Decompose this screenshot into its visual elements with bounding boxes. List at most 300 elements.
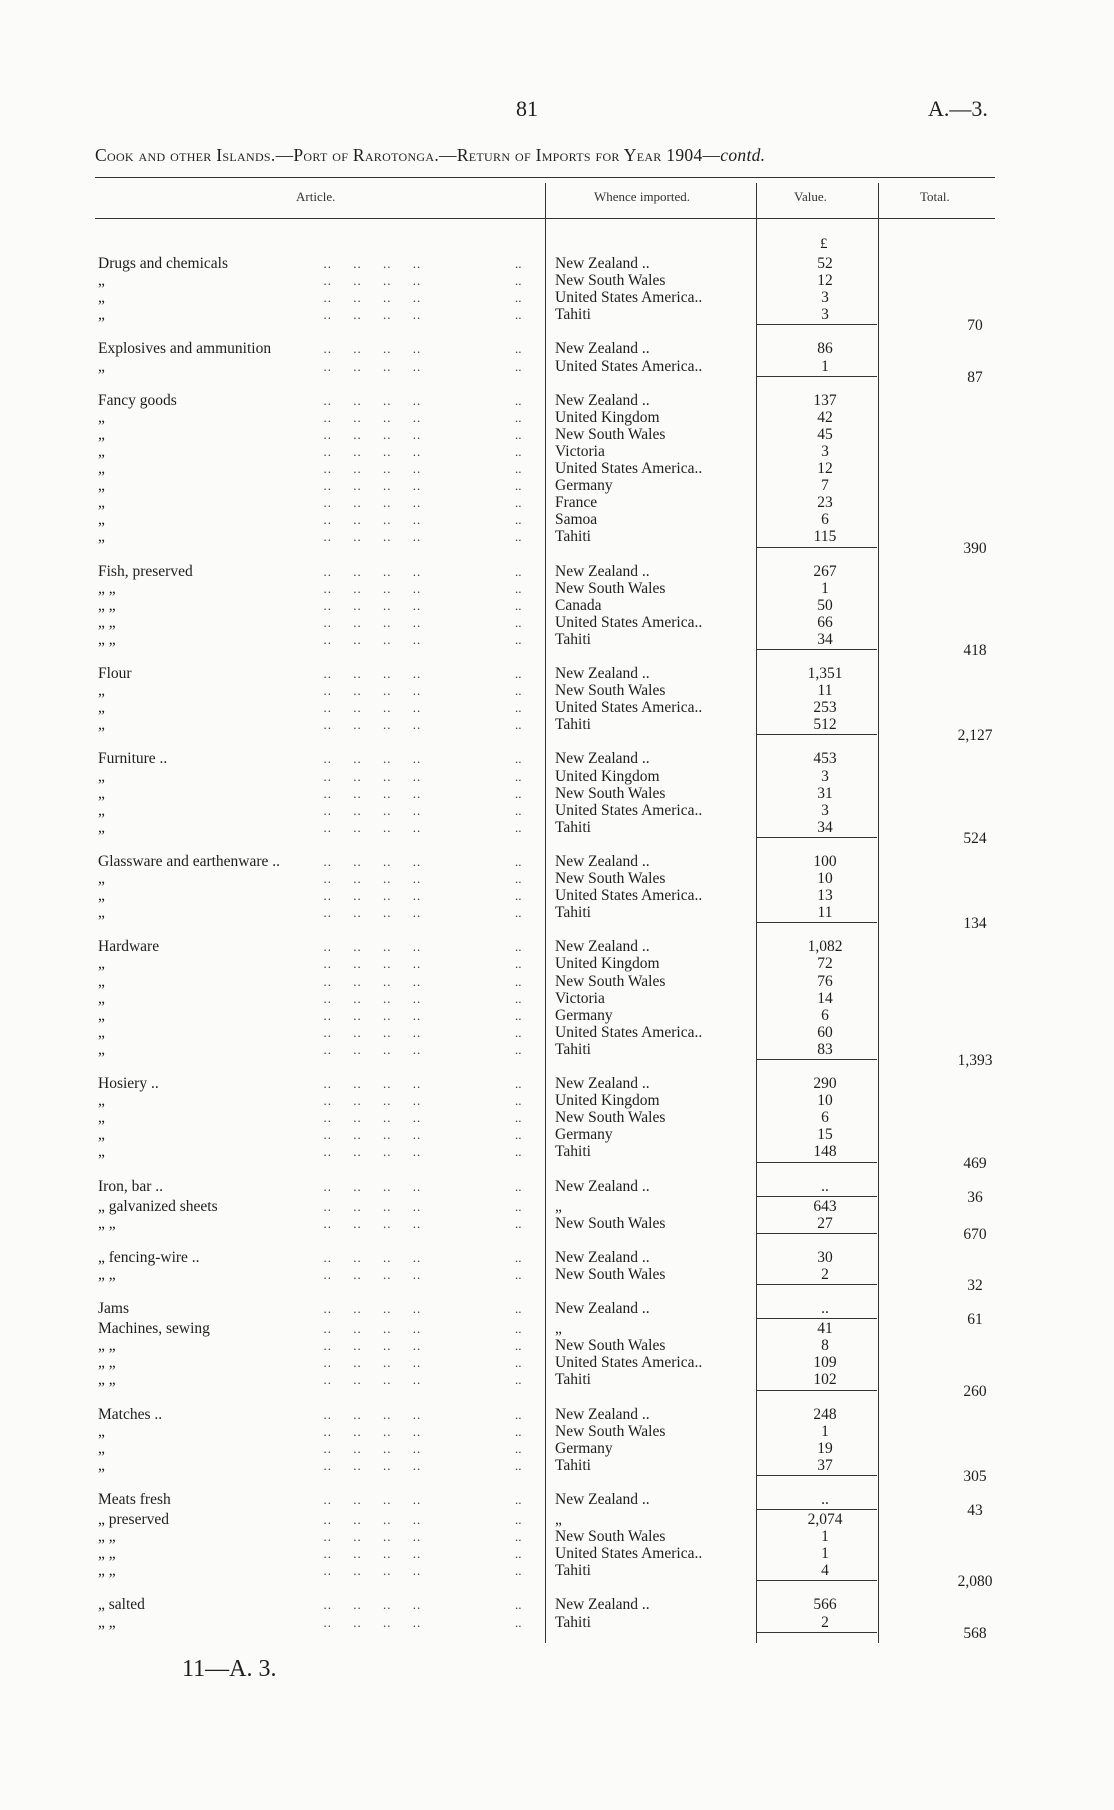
table-row (0, 955, 1114, 972)
row-value: 8 (821, 1337, 829, 1355)
table-row (0, 887, 1114, 904)
row-whence: United States America.. (555, 801, 703, 819)
row-article: „ (98, 477, 105, 495)
row-leader-dots: .. (515, 990, 522, 1006)
row-article: „ (98, 989, 105, 1007)
row-whence: Victoria (555, 442, 605, 460)
row-value: .. (821, 1490, 829, 1508)
row-article: „ (98, 460, 105, 477)
row-whence: New Zealand .. (555, 255, 650, 272)
row-value: 12 (817, 460, 833, 477)
row-article: „ „ (98, 1613, 116, 1631)
row-whence: Tahiti (555, 716, 591, 734)
row-whence: Tahiti (555, 1371, 591, 1389)
row-leader-dots: .. (515, 478, 522, 494)
row-leader-dots: .. .. .. .. (315, 1301, 422, 1316)
row-leader-dots: .. (515, 939, 522, 955)
group-total: 134 (963, 915, 987, 933)
row-leader-dots: .. (515, 358, 522, 374)
row-leader-dots: .. (515, 392, 522, 408)
row-leader-dots: .. (515, 1372, 522, 1388)
row-value: 12 (817, 272, 833, 290)
row-leader-dots: .. .. .. .. (315, 478, 422, 494)
row-leader-dots: .. .. .. .. (315, 1321, 422, 1337)
row-leader-dots: .. (515, 973, 522, 989)
row-leader-dots: .. (515, 1024, 522, 1040)
row-article: „ „ (98, 1562, 116, 1580)
row-leader-dots: .. (515, 683, 522, 699)
row-leader-dots: .. (515, 768, 522, 784)
row-leader-dots: .. .. .. .. (315, 1491, 422, 1507)
row-leader-dots: .. (515, 956, 522, 972)
row-whence: „ (555, 1197, 562, 1215)
group-total-row (0, 1226, 1114, 1243)
row-whence: Tahiti (555, 904, 591, 922)
row-leader-dots: .. (515, 1423, 522, 1439)
row-value: 52 (817, 255, 833, 272)
row-leader-dots: .. .. .. .. (315, 1076, 422, 1091)
row-whence: New Zealand .. (555, 1300, 650, 1317)
row-whence: New South Wales (555, 1422, 666, 1440)
row-leader-dots: .. (515, 1546, 522, 1562)
row-leader-dots: .. .. .. .. (315, 1372, 422, 1388)
group-total-row (0, 369, 1114, 386)
row-value: 1 (821, 1528, 829, 1546)
row-leader-dots: .. .. .. .. (315, 1355, 422, 1371)
table-row (0, 1024, 1114, 1041)
row-leader-dots: .. (515, 888, 522, 904)
row-leader-dots: .. .. .. .. (315, 1144, 422, 1160)
row-value: 1 (821, 1545, 829, 1563)
row-value: 267 (813, 562, 837, 580)
row-article: „ (98, 904, 105, 922)
row-whence: New Zealand .. (555, 852, 650, 870)
row-leader-dots: .. (515, 1144, 522, 1160)
table-row (0, 682, 1114, 699)
row-value: 37 (817, 1456, 833, 1474)
row-leader-dots: .. (515, 563, 522, 579)
table-row (0, 426, 1114, 443)
row-value: 3 (821, 767, 829, 785)
table-row (0, 1007, 1114, 1024)
row-value: 6 (821, 1109, 829, 1127)
row-article: „ (98, 494, 105, 512)
table-row (0, 511, 1114, 528)
group-total-row (0, 1052, 1114, 1069)
row-leader-dots: .. .. .. .. (315, 1440, 422, 1456)
row-whence: New Zealand .. (555, 1596, 650, 1614)
row-leader-dots: .. (515, 1215, 522, 1231)
row-whence: Tahiti (555, 630, 591, 648)
row-value: 100 (813, 852, 837, 870)
row-value: 248 (813, 1405, 837, 1423)
table-row (0, 1545, 1114, 1562)
row-article: „ (98, 818, 105, 836)
row-article: „ (98, 1109, 105, 1127)
row-leader-dots: .. .. .. .. (315, 614, 422, 630)
row-leader-dots: .. .. .. .. (315, 956, 422, 972)
group-total-row (0, 642, 1114, 659)
row-article: „ (98, 1092, 105, 1110)
row-value: 1,082 (807, 938, 843, 956)
row-value: 60 (817, 1023, 833, 1041)
row-whence: New Zealand .. (555, 938, 650, 956)
row-article: Jams (98, 1300, 129, 1317)
row-whence: New South Wales (555, 1214, 666, 1232)
row-leader-dots: .. .. .. .. (315, 1423, 422, 1439)
row-whence: Tahiti (555, 1143, 591, 1161)
group-total-row (0, 1625, 1114, 1642)
row-article: „ „ (98, 1354, 116, 1372)
row-value: 102 (813, 1371, 837, 1389)
row-leader-dots: .. (515, 871, 522, 886)
row-leader-dots: .. .. .. .. (315, 1007, 422, 1023)
row-article: „ „ (98, 579, 116, 597)
row-leader-dots: .. .. .. .. (315, 700, 422, 716)
row-article: „ (98, 887, 105, 905)
row-leader-dots: .. .. .. .. (315, 717, 422, 733)
table-row (0, 1528, 1114, 1545)
group-total-row (0, 1573, 1114, 1590)
row-value: 30 (817, 1248, 833, 1266)
row-leader-dots: .. (515, 1614, 522, 1630)
row-leader-dots: .. .. .. .. (315, 1249, 422, 1265)
row-leader-dots: .. .. .. .. (315, 358, 422, 374)
row-leader-dots: .. .. .. .. (315, 1266, 422, 1282)
group-total-row (0, 540, 1114, 557)
document-reference: A.—3. (928, 96, 988, 121)
row-whence: New South Wales (555, 425, 666, 443)
group-total-row (0, 1383, 1114, 1400)
row-leader-dots: .. .. .. .. (315, 1041, 422, 1057)
row-article: „ „ (98, 613, 116, 631)
table-row (0, 289, 1114, 306)
row-value: 34 (817, 630, 833, 648)
row-leader-dots: .. (515, 1127, 522, 1143)
row-value: 1 (821, 1422, 829, 1440)
row-article: „ „ (98, 1528, 116, 1546)
group-total: 1,393 (957, 1052, 993, 1069)
row-article: „ (98, 784, 105, 802)
row-leader-dots: .. (515, 290, 522, 306)
table-row (0, 460, 1114, 477)
row-leader-dots: .. (515, 1041, 522, 1057)
row-whence: United States America.. (555, 1354, 703, 1372)
row-value: 1 (821, 579, 829, 597)
group-total: 61 (967, 1311, 983, 1329)
row-whence: New South Wales (555, 972, 666, 990)
row-whence: New South Wales (555, 1528, 666, 1546)
row-value: 3 (821, 306, 829, 324)
row-value: 14 (817, 989, 833, 1007)
row-value: 50 (817, 596, 833, 614)
row-whence: Germany (555, 1439, 613, 1457)
row-leader-dots: .. .. .. .. (315, 666, 422, 681)
row-article: „ „ (98, 1214, 116, 1232)
row-whence: New Zealand .. (555, 665, 650, 682)
row-leader-dots: .. .. .. .. (315, 1406, 422, 1422)
row-value: 13 (817, 887, 833, 905)
row-whence: New Zealand .. (555, 1177, 650, 1195)
row-article: „ (98, 289, 105, 307)
table-row (0, 597, 1114, 614)
row-leader-dots: .. .. .. .. (315, 871, 422, 886)
row-leader-dots: .. (515, 1529, 522, 1545)
row-leader-dots: .. (515, 1597, 522, 1613)
row-value: 45 (817, 425, 833, 443)
row-leader-dots: .. .. .. .. (315, 443, 422, 459)
table-row (0, 699, 1114, 716)
row-leader-dots: .. .. .. .. (315, 461, 422, 476)
table-row (0, 750, 1114, 767)
row-leader-dots: .. (515, 1266, 522, 1282)
row-whence: Tahiti (555, 1562, 591, 1580)
row-leader-dots: .. (515, 1110, 522, 1126)
row-article: „ „ (98, 1265, 116, 1283)
row-article: „ „ (98, 630, 116, 648)
row-leader-dots: .. .. .. .. (315, 341, 422, 357)
row-value: 41 (817, 1320, 833, 1338)
group-total: 32 (967, 1277, 983, 1294)
row-leader-dots: .. (515, 819, 522, 835)
row-value: 11 (817, 904, 833, 922)
row-whence: New Zealand .. (555, 1075, 650, 1092)
row-value: 148 (813, 1143, 837, 1161)
table-row (0, 1354, 1114, 1371)
row-whence: Germany (555, 1126, 613, 1144)
row-leader-dots: .. .. .. .. (315, 1512, 422, 1527)
row-leader-dots: .. .. .. .. (315, 392, 422, 408)
row-whence: United States America.. (555, 613, 703, 631)
row-leader-dots: .. .. .. .. (315, 1457, 422, 1473)
table-row (0, 477, 1114, 494)
row-whence: Tahiti (555, 1456, 591, 1474)
row-article: „ fencing-wire .. (98, 1248, 200, 1266)
table-row (0, 409, 1114, 426)
row-leader-dots: .. (515, 1491, 522, 1507)
row-value: 115 (813, 528, 837, 546)
row-leader-dots: .. (515, 700, 522, 716)
page-footer: 11—A. 3. (182, 1656, 277, 1682)
col-header-whence: Whence imported. (594, 189, 691, 204)
row-leader-dots: .. (515, 307, 522, 323)
row-value: 6 (821, 511, 829, 529)
row-leader-dots: .. .. .. .. (315, 888, 422, 904)
group-total: 305 (963, 1467, 987, 1485)
row-whence: New South Wales (555, 682, 666, 700)
row-whence: United States America.. (555, 887, 703, 905)
row-value: 643 (813, 1197, 837, 1215)
table-row (0, 272, 1114, 289)
col-header-total: Total. (920, 189, 950, 204)
row-article: „ (98, 1439, 105, 1457)
row-article: Fish, preserved (98, 562, 193, 580)
row-value: 7 (821, 477, 829, 495)
row-whence: Germany (555, 477, 613, 495)
row-whence: Tahiti (555, 1613, 591, 1631)
row-whence: New South Wales (555, 579, 666, 597)
table-row (0, 1109, 1114, 1126)
row-leader-dots: .. .. .. .. (315, 512, 422, 528)
group-total-row (0, 830, 1114, 847)
row-leader-dots: .. .. .. .. (315, 1024, 422, 1040)
row-whence: New Zealand .. (555, 391, 650, 409)
row-leader-dots: .. (515, 461, 522, 476)
row-leader-dots: .. .. .. .. (315, 768, 422, 784)
row-article: Hosiery .. (98, 1075, 159, 1092)
row-whence: Germany (555, 1006, 613, 1024)
row-leader-dots: .. .. .. .. (315, 1614, 422, 1630)
row-whence: United States America.. (555, 289, 703, 307)
row-leader-dots: .. .. .. .. (315, 495, 422, 511)
title-year: 1904— (666, 145, 721, 165)
col-header-value: Value. (794, 189, 827, 204)
row-article: „ (98, 425, 105, 443)
row-article: „ (98, 442, 105, 460)
row-whence: United States America.. (555, 1023, 703, 1041)
row-whence: United Kingdom (555, 955, 660, 973)
row-value: 1,351 (807, 665, 843, 682)
row-whence: „ (555, 1511, 562, 1528)
row-whence: Samoa (555, 511, 598, 529)
row-leader-dots: .. .. .. .. (315, 597, 422, 613)
row-article: „ (98, 801, 105, 819)
row-article: Glassware and earthenware .. (98, 852, 281, 870)
row-leader-dots: .. .. .. .. (315, 683, 422, 699)
row-leader-dots: .. .. .. .. (315, 905, 422, 921)
group-total: 670 (963, 1225, 987, 1243)
group-total: 524 (963, 829, 987, 847)
group-total: 87 (967, 368, 983, 386)
table-row (0, 392, 1114, 409)
row-whence: New Zealand .. (555, 562, 650, 580)
table-row (0, 1198, 1114, 1215)
row-leader-dots: .. .. .. .. (315, 1215, 422, 1231)
row-value: 512 (813, 716, 837, 734)
group-total: 36 (967, 1188, 983, 1206)
row-value: 42 (817, 408, 833, 426)
row-leader-dots: .. .. .. .. (315, 1529, 422, 1545)
row-value: 11 (817, 682, 833, 700)
row-value: 1 (821, 357, 829, 375)
row-leader-dots: .. (515, 785, 522, 801)
group-total-row (0, 317, 1114, 334)
row-whence: New South Wales (555, 1109, 666, 1127)
row-whence: United Kingdom (555, 408, 660, 426)
table-row (0, 1337, 1114, 1354)
row-leader-dots: .. .. .. .. (315, 1110, 422, 1126)
row-leader-dots: .. .. .. .. (315, 1546, 422, 1562)
row-value: 137 (813, 391, 837, 409)
row-value: 2 (821, 1265, 829, 1283)
group-total: 390 (963, 539, 987, 557)
table-row (0, 1511, 1114, 1528)
row-leader-dots: .. (515, 614, 522, 630)
row-article: „ (98, 972, 105, 990)
row-value: 253 (813, 699, 837, 717)
row-article: „ (98, 408, 105, 426)
row-article: Fancy goods (98, 391, 177, 409)
table-row (0, 255, 1114, 272)
row-leader-dots: .. (515, 1440, 522, 1456)
row-leader-dots: .. (515, 751, 522, 767)
row-leader-dots: .. (515, 666, 522, 681)
row-whence: France (555, 494, 598, 512)
row-leader-dots: .. (515, 1355, 522, 1371)
group-total-row (0, 727, 1114, 744)
group-total: 418 (963, 642, 987, 659)
row-article: „ „ (98, 596, 116, 614)
row-leader-dots: .. (515, 426, 522, 442)
table-row (0, 1075, 1114, 1092)
row-leader-dots: .. .. .. .. (315, 1597, 422, 1613)
row-value: 3 (821, 801, 829, 819)
row-article: „ (98, 1456, 105, 1474)
row-leader-dots: .. .. .. .. (315, 939, 422, 955)
col-header-article: Article. (296, 189, 336, 204)
table-row (0, 614, 1114, 631)
row-whence: Tahiti (555, 1040, 591, 1058)
row-leader-dots: .. .. .. .. (315, 802, 422, 818)
row-leader-dots: .. .. .. .. (315, 290, 422, 306)
row-leader-dots: .. .. .. .. (315, 631, 422, 647)
row-value: 290 (813, 1075, 837, 1092)
row-article: Meats fresh (98, 1490, 171, 1508)
row-leader-dots: .. .. .. .. (315, 785, 422, 801)
row-value: 2 (821, 1613, 829, 1631)
row-leader-dots: .. (515, 341, 522, 357)
row-whence: Tahiti (555, 306, 591, 324)
row-whence: New Zealand .. (555, 1405, 650, 1423)
row-value: 83 (817, 1040, 833, 1058)
row-leader-dots: .. (515, 853, 522, 869)
row-leader-dots: .. .. .. .. (315, 529, 422, 545)
row-leader-dots: .. (515, 1406, 522, 1422)
row-whence: New South Wales (555, 1265, 666, 1283)
row-leader-dots: .. (515, 1512, 522, 1527)
row-value: 86 (817, 340, 833, 358)
row-leader-dots: .. (515, 1249, 522, 1265)
title-contd: contd. (720, 145, 766, 165)
row-article: „ „ (98, 1337, 116, 1355)
row-article: „ (98, 1006, 105, 1024)
row-whence: New South Wales (555, 1337, 666, 1355)
row-whence: Canada (555, 596, 602, 614)
row-value: 10 (817, 870, 833, 887)
row-leader-dots: .. (515, 273, 522, 289)
row-leader-dots: .. (515, 1321, 522, 1337)
row-value: 19 (817, 1439, 833, 1457)
row-whence: „ (555, 1320, 562, 1338)
table-row (0, 802, 1114, 819)
row-leader-dots: .. (515, 1338, 522, 1354)
row-whence: United Kingdom (555, 1092, 660, 1110)
row-article: „ (98, 1023, 105, 1041)
row-whence: Tahiti (555, 528, 591, 546)
row-whence: United States America.. (555, 699, 703, 717)
row-article: „ (98, 767, 105, 785)
row-article: Explosives and ammunition (98, 340, 272, 358)
table-row (0, 665, 1114, 682)
row-whence: New South Wales (555, 784, 666, 802)
row-value: 76 (817, 972, 833, 990)
row-leader-dots: .. .. .. .. (315, 307, 422, 323)
table-row (0, 1320, 1114, 1337)
table-row (0, 563, 1114, 580)
row-article: Drugs and chemicals (98, 255, 228, 272)
row-leader-dots: .. (515, 495, 522, 511)
row-whence: New Zealand .. (555, 1490, 650, 1508)
